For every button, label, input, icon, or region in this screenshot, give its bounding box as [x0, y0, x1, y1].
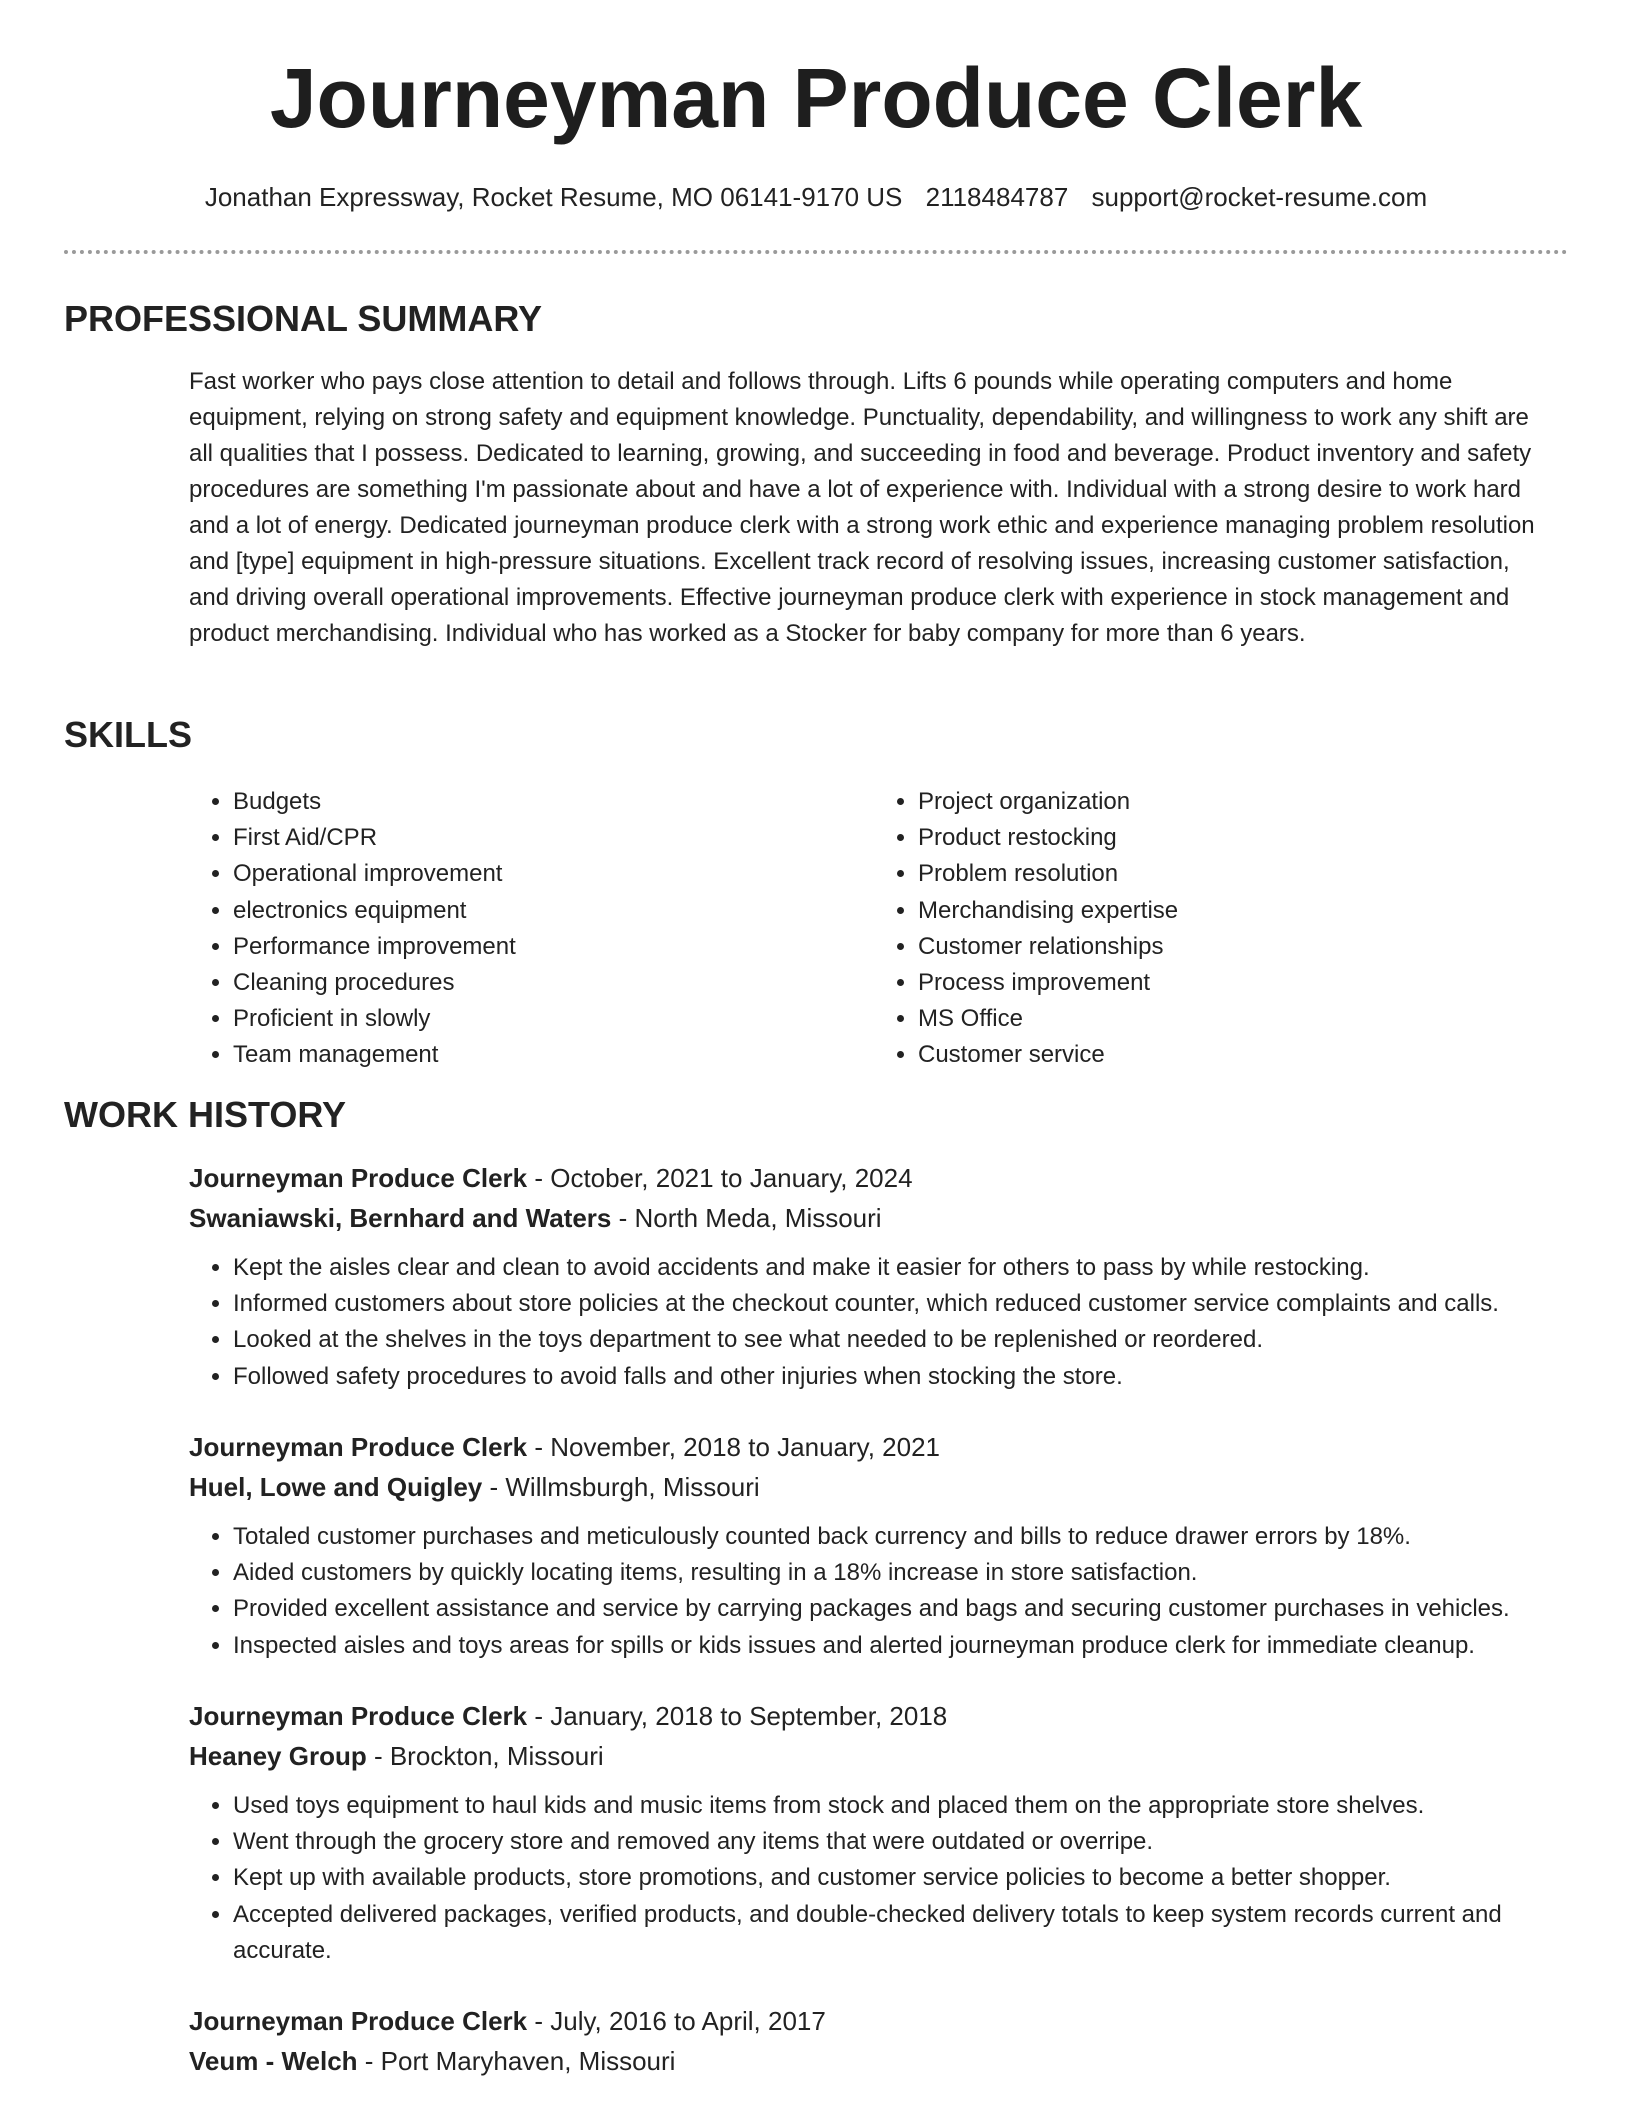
job-location: - Willmsburgh, Missouri [482, 1472, 760, 1502]
job-company: Huel, Lowe and Quigley [189, 1472, 483, 1502]
job-company-line [189, 1198, 1569, 1238]
contact-address: Jonathan Expressway, Rocket Resume, MO 06141-9170 US [204, 182, 903, 212]
skills-column-right [874, 784, 1559, 1074]
job-bullet: • Kept up with available products, store promotions, and customer service policies to become a better shopper. [233, 1860, 1569, 1896]
contact-phone: 2118484787 [925, 182, 1069, 212]
job-entry [189, 2001, 1569, 2081]
job-bullet: • Provided excellent assistance and service by carrying packages and bags and securing customer purchases in vehicles. [233, 1591, 1569, 1627]
summary-text: Fast worker who pays close attention to detail and follows through. Lifts 6 pounds while operating computers and home equipment, relying on strong safety and equipment knowledge. Punctuality, dependability, and willingness to work any shift are all qualities that I possess. Dedicated to learning, growing, and succeeding in food and beverage. Product inventory and safety procedures are something I'm passionate about and have a lot of experience with. Individual with a strong desire to work hard and a lot of energy. Dedicated journeyman produce clerk with a strong work ethic and experience managing problem resolution and [type] equipment in high-pressure situations. Excellent track record of resolving issues, increasing customer satisfaction, and driving overall operational improvements. Effective journeyman produce clerk with experience in stock management and product merchandising. Individual who has worked as a Stocker for baby company for more than 6 years. [189, 368, 1535, 647]
job-bullet: • Accepted delivered packages, verified products, and double-checked delivery totals to keep system records current and accurate. [233, 1897, 1569, 1969]
job-title-line [189, 1696, 1569, 1736]
skill-item: • First Aid/CPR [233, 820, 874, 856]
job-title-line [189, 1158, 1569, 1198]
skill-item: • Product restocking [918, 820, 1559, 856]
job-bullet: • Looked at the shelves in the toys department to see what needed to be replenished or reordered. [233, 1322, 1569, 1358]
job-bullet: • Followed safety procedures to avoid falls and other injuries when stocking the store. [233, 1359, 1569, 1395]
skill-item: • Process improvement [918, 965, 1559, 1001]
contact-email: support@rocket-resume.com [1091, 182, 1428, 212]
skills-heading: SKILLS [64, 714, 193, 755]
job-location: - Port Maryhaven, Missouri [357, 2046, 676, 2076]
skill-item: • Proficient in slowly [233, 1001, 874, 1037]
skill-item: • MS Office [918, 1001, 1559, 1037]
job-company-line [189, 2041, 1569, 2081]
job-bullet: • Kept the aisles clear and clean to avoid accidents and make it easier for others to pass by while restocking. [233, 1250, 1569, 1286]
skill-item: • electronics equipment [233, 893, 874, 929]
header-divider [64, 250, 1568, 254]
job-entry [189, 1158, 1569, 1395]
work-history-heading: WORK HISTORY [64, 1094, 347, 1135]
job-title: Journeyman Produce Clerk [189, 1432, 528, 1462]
job-bullet: • Informed customers about store policies at the checkout counter, which reduced customer service complaints and calls. [233, 1286, 1569, 1322]
skill-item: • Customer service [918, 1037, 1559, 1073]
skill-item: • Budgets [233, 784, 874, 820]
skill-item: • Performance improvement [233, 929, 874, 965]
job-bullets [189, 1250, 1569, 1395]
skill-item: • Team management [233, 1037, 874, 1073]
job-company: Heaney Group [189, 1741, 367, 1771]
job-title: Journeyman Produce Clerk [189, 2006, 528, 2036]
job-dates: - October, 2021 to January, 2024 [527, 1163, 913, 1193]
job-bullet: • Totaled customer purchases and meticulously counted back currency and bills to reduce drawer errors by 18%. [233, 1519, 1569, 1555]
skill-item: • Cleaning procedures [233, 965, 874, 1001]
job-dates: - July, 2016 to April, 2017 [527, 2006, 826, 2036]
job-location: - Brockton, Missouri [366, 1741, 604, 1771]
job-company: Veum - Welch [189, 2046, 358, 2076]
job-company: Swaniawski, Bernhard and Waters [189, 1203, 612, 1233]
skill-item: • Merchandising expertise [918, 893, 1559, 929]
skill-item: • Project organization [918, 784, 1559, 820]
job-dates: - January, 2018 to September, 2018 [527, 1701, 948, 1731]
skill-item: • Operational improvement [233, 856, 874, 892]
job-entry [189, 1696, 1569, 1969]
job-bullet: • Went through the grocery store and removed any items that were outdated or overripe. [233, 1824, 1569, 1860]
job-title: Journeyman Produce Clerk [189, 1701, 528, 1731]
skills-column-left [189, 784, 874, 1074]
job-bullets [189, 1519, 1569, 1664]
skill-item: • Problem resolution [918, 856, 1559, 892]
job-bullet: • Inspected aisles and toys areas for spills or kids issues and alerted journeyman produce clerk for immediate cleanup. [233, 1628, 1569, 1664]
job-entry [189, 1427, 1569, 1664]
job-company-line [189, 1736, 1569, 1776]
job-location: - North Meda, Missouri [611, 1203, 882, 1233]
job-bullet: • Used toys equipment to haul kids and music items from stock and placed them on the appropriate store shelves. [233, 1788, 1569, 1824]
job-bullet: • Aided customers by quickly locating items, resulting in a 18% increase in store satisfaction. [233, 1555, 1569, 1591]
skill-item: • Customer relationships [918, 929, 1559, 965]
job-title-line [189, 2001, 1569, 2041]
job-title-line [189, 1427, 1569, 1467]
candidate-name: Journeyman Produce Clerk [269, 51, 1363, 145]
summary-heading: PROFESSIONAL SUMMARY [64, 298, 543, 339]
job-title: Journeyman Produce Clerk [189, 1163, 528, 1193]
skills-list [189, 784, 1559, 1074]
contact-line [0, 182, 1632, 213]
job-company-line [189, 1467, 1569, 1507]
job-dates: - November, 2018 to January, 2021 [527, 1432, 941, 1462]
job-bullets [189, 1788, 1569, 1969]
